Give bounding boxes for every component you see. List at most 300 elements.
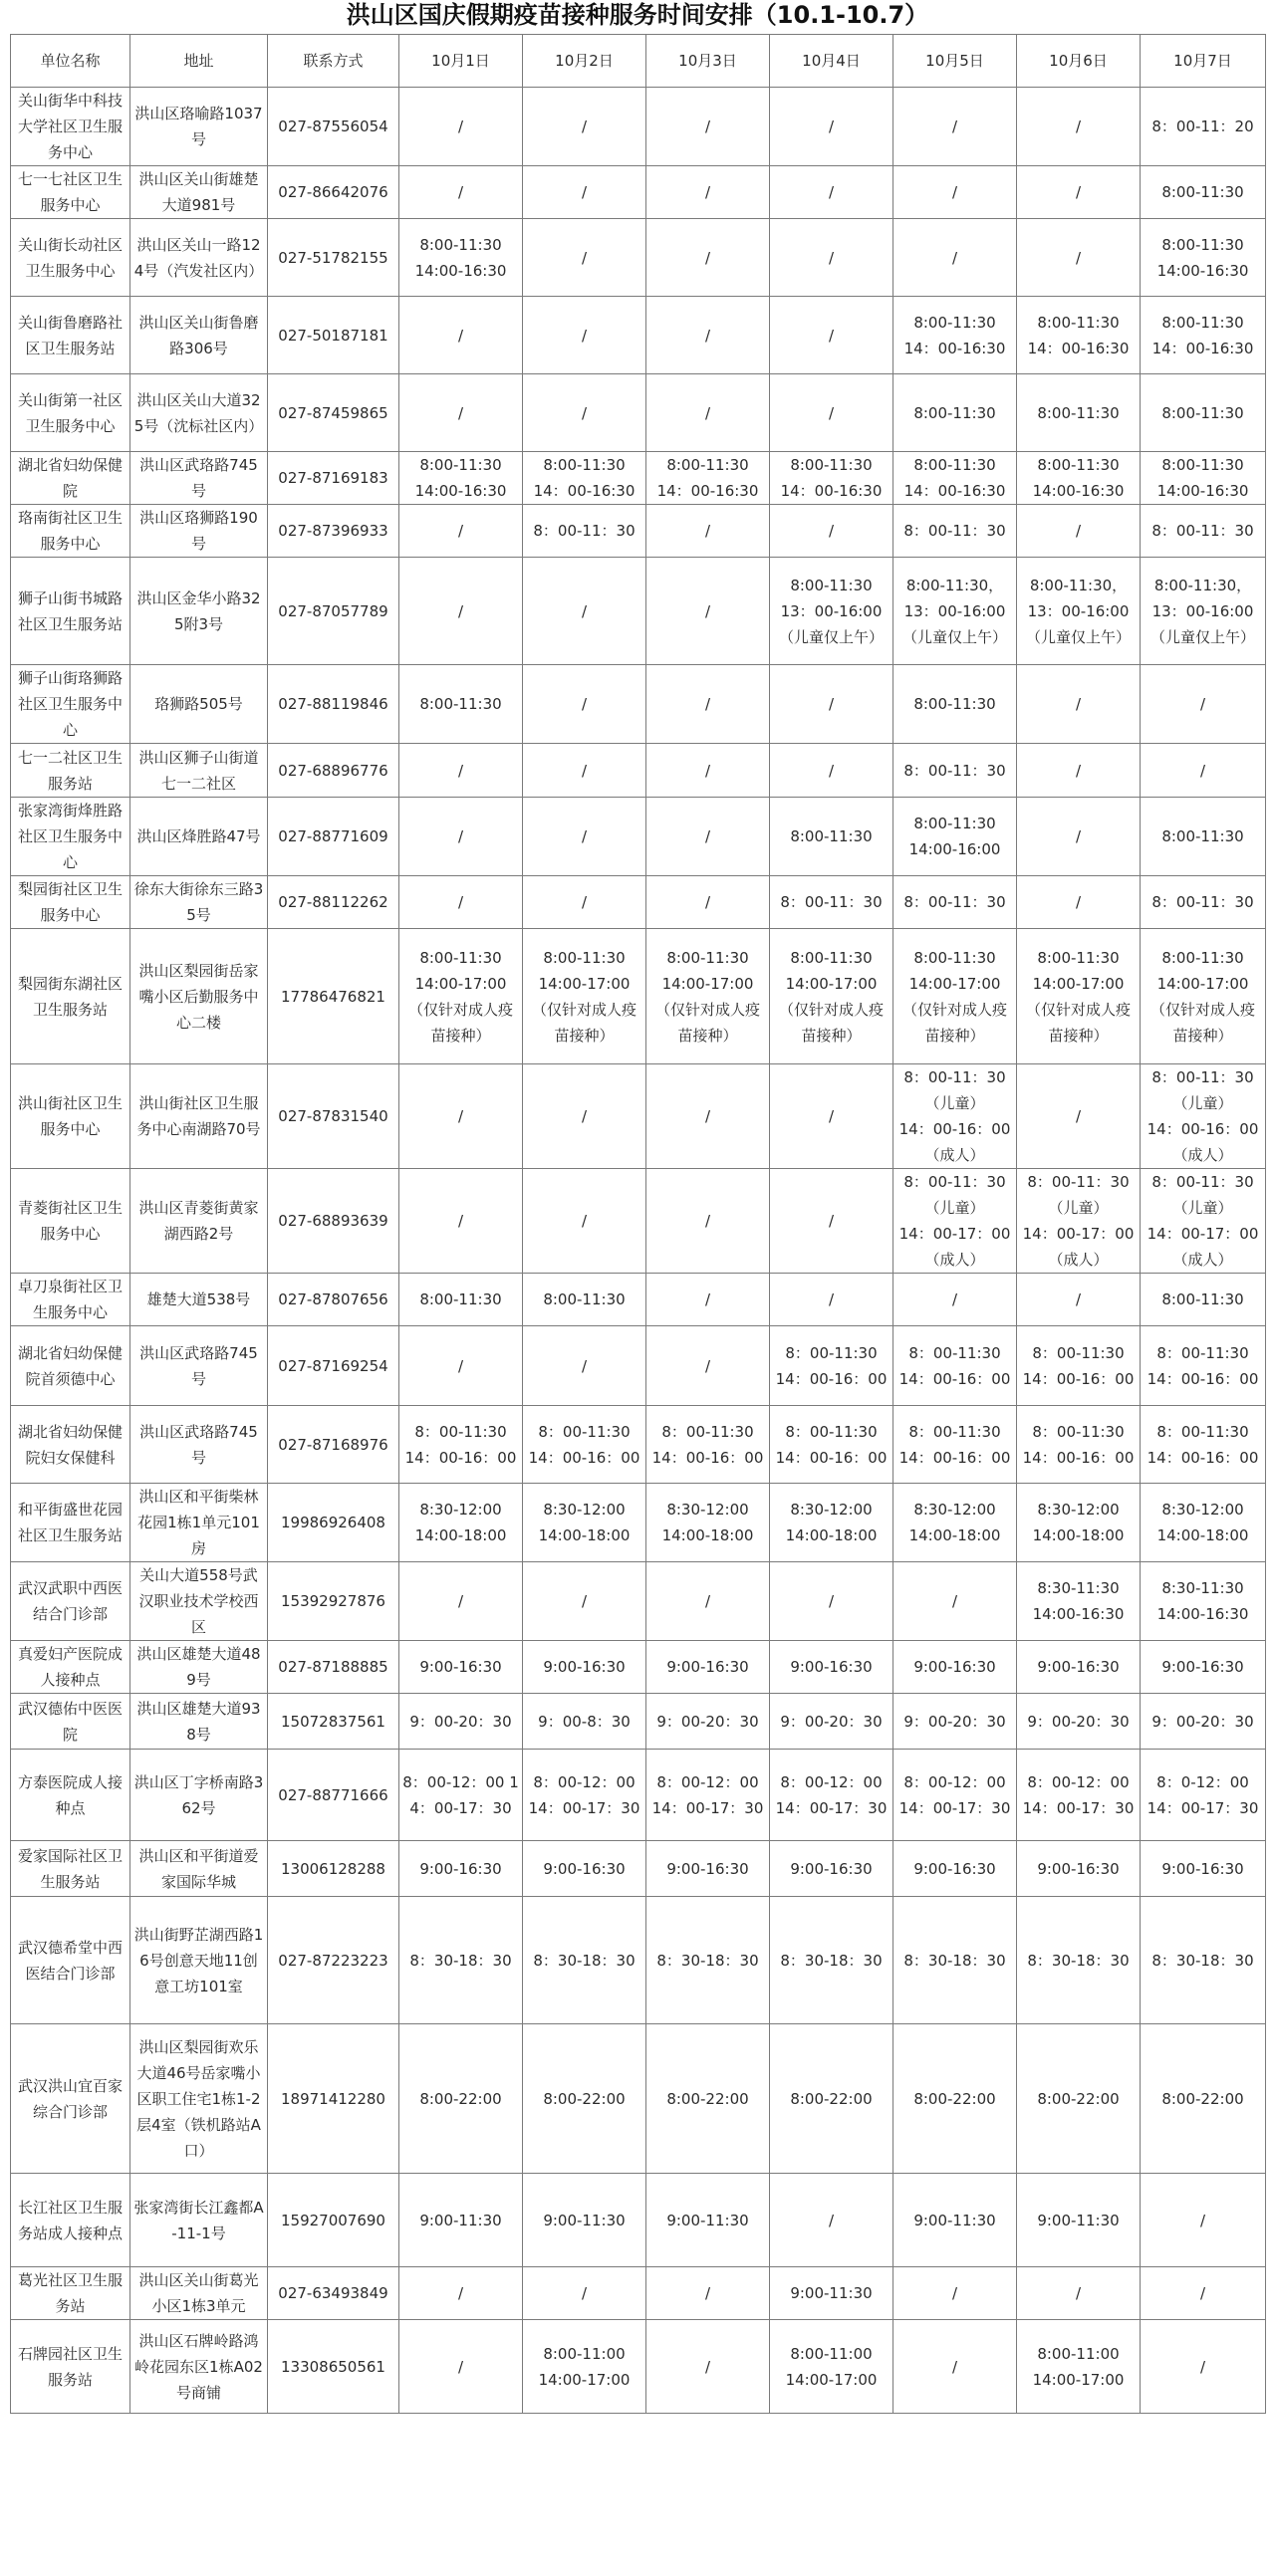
schedule-cell: 8：00-11：30	[770, 876, 893, 929]
phone-cell: 027-51782155	[268, 219, 399, 297]
address-cell: 洪山区金华小路325附3号	[130, 558, 268, 665]
schedule-cell: 8：00-12：00 14：00-17：30	[523, 1750, 646, 1841]
schedule-cell: 9:00-16:30	[893, 1841, 1017, 1897]
phone-cell: 15927007690	[268, 2174, 399, 2267]
schedule-cell: 8：00-11:30 14：00-16：00	[770, 1326, 893, 1406]
phone-cell: 027-87169183	[268, 452, 399, 505]
schedule-cell: 8：00-11:30 14：00-16：00	[1141, 1326, 1266, 1406]
schedule-cell: 8:00-22:00	[646, 2024, 770, 2174]
schedule-cell: /	[646, 1064, 770, 1169]
column-header: 地址	[130, 35, 268, 88]
address-cell: 徐东大街徐东三路35号	[130, 876, 268, 929]
address-cell: 洪山区关山街葛光小区1栋3单元	[130, 2267, 268, 2320]
schedule-cell: 8：00-11:30 14：00-16：00	[399, 1406, 523, 1484]
schedule-cell: 9:00-16:30	[1017, 1841, 1141, 1897]
phone-cell: 027-87057789	[268, 558, 399, 665]
table-row	[11, 798, 1266, 876]
unit-name-cell: 梨园街社区卫生服务中心	[11, 876, 130, 929]
schedule-cell: 9:00-16:30	[1017, 1641, 1141, 1694]
column-header: 10月5日	[893, 35, 1017, 88]
schedule-cell: /	[399, 798, 523, 876]
address-cell: 洪山区和平街道爱家国际华城	[130, 1841, 268, 1897]
schedule-cell: /	[1141, 2320, 1266, 2414]
schedule-cell: 8:00-11:30 14:00-16:30	[1141, 452, 1266, 505]
schedule-cell: 9:00-11:30	[646, 2174, 770, 2267]
schedule-cell: /	[1141, 744, 1266, 798]
schedule-cell: /	[646, 1274, 770, 1326]
schedule-cell: 8：00-11:30 14：00-16：00	[523, 1406, 646, 1484]
schedule-cell: /	[523, 744, 646, 798]
unit-name-cell: 湖北省妇幼保健院妇女保健科	[11, 1406, 130, 1484]
schedule-cell: 9：00-20：30	[770, 1694, 893, 1750]
schedule-cell: 9:00-16:30	[399, 1841, 523, 1897]
schedule-cell: /	[893, 166, 1017, 219]
schedule-cell: 8:00-11:30	[523, 1274, 646, 1326]
address-cell: 洪山区雄楚大道489号	[130, 1641, 268, 1694]
schedule-cell: 8：00-11：30 （儿童） 14：00-17：00（成人）	[1141, 1169, 1266, 1274]
phone-cell: 027-87831540	[268, 1064, 399, 1169]
schedule-cell: 9:00-16:30	[646, 1641, 770, 1694]
schedule-cell: 8:00-11:30 14：00-16:30	[893, 452, 1017, 505]
schedule-cell: 8:00-11:00 14:00-17:00	[523, 2320, 646, 2414]
address-cell: 洪山区狮子山街道七一二社区	[130, 744, 268, 798]
schedule-cell: /	[646, 1326, 770, 1406]
schedule-cell: /	[399, 2267, 523, 2320]
schedule-cell: 9:00-11:30	[770, 2267, 893, 2320]
column-header: 10月3日	[646, 35, 770, 88]
unit-name-cell: 武汉德佑中医医院	[11, 1694, 130, 1750]
schedule-cell: /	[523, 219, 646, 297]
address-cell: 洪山区梨园街岳家嘴小区后勤服务中心二楼	[130, 929, 268, 1064]
table-row	[11, 1406, 1266, 1484]
schedule-cell: /	[770, 374, 893, 452]
table-row	[11, 2267, 1266, 2320]
schedule-cell: 8:00-11:30， 13：00-16:00 （儿童仅上午）	[1017, 558, 1141, 665]
schedule-cell: /	[523, 1064, 646, 1169]
schedule-cell: 8：0-12：00 14：00-17：30	[1141, 1750, 1266, 1841]
schedule-cell: 8:00-22:00	[1141, 2024, 1266, 2174]
address-cell: 张家湾街长江鑫都A-11-1号	[130, 2174, 268, 2267]
schedule-cell: /	[1017, 2267, 1141, 2320]
schedule-cell: /	[1017, 166, 1141, 219]
schedule-cell: 9:00-16:30	[646, 1841, 770, 1897]
unit-name-cell: 长江社区卫生服务站成人接种点	[11, 2174, 130, 2267]
schedule-cell: /	[770, 2174, 893, 2267]
schedule-cell: 8:00-11:30 14:00-16:30	[1141, 219, 1266, 297]
address-cell: 雄楚大道538号	[130, 1274, 268, 1326]
schedule-cell: 9:00-11:30	[1017, 2174, 1141, 2267]
schedule-cell: /	[523, 2267, 646, 2320]
table-row	[11, 166, 1266, 219]
schedule-cell: /	[893, 2320, 1017, 2414]
unit-name-cell: 湖北省妇幼保健院	[11, 452, 130, 505]
schedule-cell: 9:00-11:30	[399, 2174, 523, 2267]
table-row	[11, 1326, 1266, 1406]
schedule-cell: /	[523, 665, 646, 744]
schedule-cell: /	[646, 297, 770, 374]
schedule-cell: 8:00-11:30 14:00-16:30	[399, 219, 523, 297]
schedule-cell: 8：00-11:30 14：00-16：00	[1017, 1406, 1141, 1484]
schedule-cell: /	[1141, 2267, 1266, 2320]
schedule-cell: /	[1141, 2174, 1266, 2267]
unit-name-cell: 关山街华中科技大学社区卫生服务中心	[11, 88, 130, 166]
table-body	[11, 88, 1266, 2414]
table-row	[11, 297, 1266, 374]
schedule-cell: 8：30-18：30	[893, 1897, 1017, 2024]
schedule-cell: 8:00-11:30， 13：00-16:00 （儿童仅上午）	[1141, 558, 1266, 665]
schedule-cell: 9：00-20：30	[1141, 1694, 1266, 1750]
unit-name-cell: 爱家国际社区卫生服务站	[11, 1841, 130, 1897]
schedule-cell: /	[770, 1169, 893, 1274]
schedule-cell: /	[893, 1562, 1017, 1641]
table-row	[11, 1274, 1266, 1326]
schedule-cell: 8：00-12：00 14：00-17：30	[1017, 1750, 1141, 1841]
schedule-cell: /	[893, 219, 1017, 297]
phone-cell: 027-68896776	[268, 744, 399, 798]
schedule-cell: /	[770, 219, 893, 297]
schedule-cell: /	[1017, 219, 1141, 297]
unit-name-cell: 武汉德希堂中西医结合门诊部	[11, 1897, 130, 2024]
schedule-cell: 8:00-11:30	[1141, 1274, 1266, 1326]
schedule-cell: /	[399, 744, 523, 798]
schedule-cell: 9:00-16:30	[1141, 1641, 1266, 1694]
phone-cell: 027-88771609	[268, 798, 399, 876]
schedule-cell: 8:00-11:30 14:00-17:00 （仅针对成人疫苗接种）	[523, 929, 646, 1064]
column-header: 10月7日	[1141, 35, 1266, 88]
schedule-cell: 9:00-11:30	[523, 2174, 646, 2267]
schedule-cell: /	[523, 374, 646, 452]
phone-cell: 027-68893639	[268, 1169, 399, 1274]
schedule-cell: /	[770, 88, 893, 166]
phone-cell: 027-88119846	[268, 665, 399, 744]
table-row	[11, 1484, 1266, 1562]
schedule-cell: 8:00-11:30	[893, 374, 1017, 452]
schedule-cell: /	[646, 2267, 770, 2320]
address-cell: 洪山区武珞路745号	[130, 1406, 268, 1484]
schedule-cell: 8：30-18：30	[399, 1897, 523, 2024]
schedule-cell: 8:00-11:30 14：00-16:30	[1141, 297, 1266, 374]
schedule-cell: 8:00-22:00	[1017, 2024, 1141, 2174]
schedule-cell: /	[523, 1562, 646, 1641]
schedule-cell: 8：00-11：30	[1141, 505, 1266, 558]
schedule-cell: 8:30-12:00 14:00-18:00	[523, 1484, 646, 1562]
schedule-cell: 8:00-22:00	[893, 2024, 1017, 2174]
phone-cell: 027-87807656	[268, 1274, 399, 1326]
table-row	[11, 219, 1266, 297]
schedule-cell: 8:00-11:30	[1017, 374, 1141, 452]
phone-cell: 13006128288	[268, 1841, 399, 1897]
schedule-cell: /	[523, 1326, 646, 1406]
schedule-cell: 9:00-16:30	[523, 1641, 646, 1694]
phone-cell: 027-87556054	[268, 88, 399, 166]
unit-name-cell: 关山街第一社区卫生服务中心	[11, 374, 130, 452]
schedule-cell: 8:00-11:30 14:00-17:00 （仅针对成人疫苗接种）	[770, 929, 893, 1064]
schedule-cell: 8:00-22:00	[770, 2024, 893, 2174]
schedule-cell: 8：00-12：00 14：00-17：30	[893, 1750, 1017, 1841]
phone-cell: 027-50187181	[268, 297, 399, 374]
table-row	[11, 2174, 1266, 2267]
table-row	[11, 558, 1266, 665]
unit-name-cell: 关山街鲁磨路社区卫生服务站	[11, 297, 130, 374]
schedule-cell: /	[646, 219, 770, 297]
schedule-cell: /	[770, 1274, 893, 1326]
unit-name-cell: 青菱街社区卫生服务中心	[11, 1169, 130, 1274]
address-cell: 洪山区梨园街欢乐大道46号岳家嘴小区职工住宅1栋1-2层4室（铁机路站A口）	[130, 2024, 268, 2174]
phone-cell: 027-87188885	[268, 1641, 399, 1694]
schedule-cell: 8：00-11:30 14：00-16：00	[893, 1326, 1017, 1406]
unit-name-cell: 狮子山街书城路社区卫生服务站	[11, 558, 130, 665]
address-cell: 洪山街社区卫生服务中心南湖路70号	[130, 1064, 268, 1169]
schedule-cell: 8:00-11:00 14:00-17:00	[770, 2320, 893, 2414]
schedule-cell: /	[770, 744, 893, 798]
phone-cell: 027-63493849	[268, 2267, 399, 2320]
schedule-cell: 8：00-11：30	[523, 505, 646, 558]
schedule-cell: 8：00-11：30	[893, 744, 1017, 798]
schedule-cell: /	[399, 1326, 523, 1406]
unit-name-cell: 葛光社区卫生服务站	[11, 2267, 130, 2320]
schedule-cell: /	[523, 558, 646, 665]
schedule-cell: 8:00-11:30 13：00-16:00 （儿童仅上午）	[770, 558, 893, 665]
table-row	[11, 452, 1266, 505]
address-cell: 洪山区珞喻路1037号	[130, 88, 268, 166]
schedule-cell: /	[399, 166, 523, 219]
table-row	[11, 1064, 1266, 1169]
schedule-cell: /	[646, 2320, 770, 2414]
address-cell: 洪山区和平街柴林花园1栋1单元101房	[130, 1484, 268, 1562]
address-cell: 关山大道558号武汉职业技术学校西区	[130, 1562, 268, 1641]
table-row	[11, 2320, 1266, 2414]
schedule-cell: /	[770, 665, 893, 744]
phone-cell: 19986926408	[268, 1484, 399, 1562]
table-row	[11, 2024, 1266, 2174]
schedule-cell: /	[1017, 505, 1141, 558]
schedule-cell: 9:00-16:30	[523, 1841, 646, 1897]
phone-cell: 027-87459865	[268, 374, 399, 452]
schedule-cell: 8:00-11:30	[1141, 798, 1266, 876]
phone-cell: 027-87169254	[268, 1326, 399, 1406]
schedule-cell: /	[399, 297, 523, 374]
address-cell: 洪山区关山一路124号（汽发社区内）	[130, 219, 268, 297]
schedule-cell: 8:00-22:00	[399, 2024, 523, 2174]
table-row	[11, 1169, 1266, 1274]
schedule-cell: 8：00-11：30	[1141, 876, 1266, 929]
schedule-cell: /	[646, 88, 770, 166]
phone-cell: 027-86642076	[268, 166, 399, 219]
table-row	[11, 1694, 1266, 1750]
column-header: 单位名称	[11, 35, 130, 88]
schedule-cell: 8:00-11:30 14:00-17:00 （仅针对成人疫苗接种）	[1017, 929, 1141, 1064]
schedule-cell: /	[893, 88, 1017, 166]
schedule-cell: 8:00-11:30	[893, 665, 1017, 744]
table-row	[11, 1562, 1266, 1641]
schedule-cell: /	[399, 2320, 523, 2414]
schedule-cell: 8:00-11:30 14：00-16:30	[646, 452, 770, 505]
schedule-cell: 8：30-18：30	[1141, 1897, 1266, 2024]
schedule-cell: 8：00-11：20	[1141, 88, 1266, 166]
schedule-cell: /	[646, 1169, 770, 1274]
phone-cell: 027-87168976	[268, 1406, 399, 1484]
schedule-cell: 8：00-11：30 （儿童） 14：00-17：00 （成人）	[893, 1169, 1017, 1274]
schedule-cell: 9:00-16:30	[893, 1641, 1017, 1694]
schedule-cell: 8：00-11：30	[893, 876, 1017, 929]
schedule-cell: /	[1017, 665, 1141, 744]
address-cell: 洪山区关山街雄楚大道981号	[130, 166, 268, 219]
schedule-cell: 8：00-12：00 14：00-17：30	[399, 1750, 523, 1841]
schedule-cell: 8:00-11:30 14:00-16:30	[1017, 452, 1141, 505]
table-row	[11, 665, 1266, 744]
unit-name-cell: 湖北省妇幼保健院首须德中心	[11, 1326, 130, 1406]
schedule-cell: 8：00-12：00 14：00-17：30	[646, 1750, 770, 1841]
table-row	[11, 929, 1266, 1064]
schedule-cell: 9：00-8：30	[523, 1694, 646, 1750]
schedule-cell: 8：00-11：30 （儿童） 14：00-16：00 （成人）	[893, 1064, 1017, 1169]
schedule-cell: /	[770, 297, 893, 374]
schedule-cell: /	[893, 2267, 1017, 2320]
schedule-cell: 8:00-11:30 14:00-17:00 （仅针对成人疫苗接种）	[646, 929, 770, 1064]
schedule-cell: 8:00-11:30 14：00-16:30	[1017, 297, 1141, 374]
table-header	[11, 35, 1266, 88]
unit-name-cell: 梨园街东湖社区卫生服务站	[11, 929, 130, 1064]
schedule-cell: /	[523, 876, 646, 929]
schedule-cell: /	[646, 876, 770, 929]
schedule-cell: 9：00-20：30	[399, 1694, 523, 1750]
schedule-cell: /	[646, 558, 770, 665]
schedule-cell: /	[1141, 665, 1266, 744]
schedule-cell: 8：00-11:30 14：00-16：00	[770, 1406, 893, 1484]
schedule-cell: /	[646, 166, 770, 219]
address-cell: 洪山区丁字桥南路362号	[130, 1750, 268, 1841]
schedule-cell: 9:00-16:30	[770, 1841, 893, 1897]
phone-cell: 027-88112262	[268, 876, 399, 929]
schedule-cell: 8:30-12:00 14:00-18:00	[1017, 1484, 1141, 1562]
schedule-cell: /	[646, 798, 770, 876]
schedule-cell: 8：30-18：30	[770, 1897, 893, 2024]
schedule-cell: 8：00-11：30	[893, 505, 1017, 558]
schedule-cell: /	[646, 1562, 770, 1641]
unit-name-cell: 珞南街社区卫生服务中心	[11, 505, 130, 558]
schedule-cell: 9:00-11:30	[893, 2174, 1017, 2267]
schedule-cell: 9：00-20：30	[646, 1694, 770, 1750]
schedule-cell: 8:00-22:00	[523, 2024, 646, 2174]
schedule-cell: 8:00-11:30	[1141, 374, 1266, 452]
schedule-cell: 8:00-11:00 14:00-17:00	[1017, 2320, 1141, 2414]
schedule-cell: 8:30-11:30 14:00-16:30	[1141, 1562, 1266, 1641]
address-cell: 洪山街野芷湖西路16号创意天地11创意工坊101室	[130, 1897, 268, 2024]
table-row	[11, 1897, 1266, 2024]
schedule-cell: /	[646, 744, 770, 798]
schedule-cell: /	[646, 665, 770, 744]
address-cell: 洪山区雄楚大道938号	[130, 1694, 268, 1750]
schedule-cell: /	[523, 297, 646, 374]
schedule-cell: 8:30-11:30 14:00-16:30	[1017, 1562, 1141, 1641]
unit-name-cell: 石牌园社区卫生服务站	[11, 2320, 130, 2414]
schedule-cell: 9：00-20：30	[893, 1694, 1017, 1750]
schedule-cell: /	[1017, 88, 1141, 166]
unit-name-cell: 武汉洪山宜百家综合门诊部	[11, 2024, 130, 2174]
schedule-cell: 8：00-11：30 （儿童） 14：00-16：00（成人）	[1141, 1064, 1266, 1169]
unit-name-cell: 狮子山街珞狮路社区卫生服务中心	[11, 665, 130, 744]
address-cell: 洪山区武珞路745号	[130, 452, 268, 505]
schedule-cell: 8：00-12：00 14：00-17：30	[770, 1750, 893, 1841]
schedule-cell: 9：00-20：30	[1017, 1694, 1141, 1750]
address-cell: 洪山区武珞路745号	[130, 1326, 268, 1406]
unit-name-cell: 关山街长动社区卫生服务中心	[11, 219, 130, 297]
table-row	[11, 744, 1266, 798]
schedule-cell: /	[1017, 876, 1141, 929]
schedule-cell: 8:00-11:30 14:00-16:00	[893, 798, 1017, 876]
schedule-cell: 8：00-11:30 14：00-16：00	[646, 1406, 770, 1484]
unit-name-cell: 方泰医院成人接种点	[11, 1750, 130, 1841]
table-row	[11, 88, 1266, 166]
address-cell: 洪山区关山大道325号（沈标社区内）	[130, 374, 268, 452]
schedule-cell: 8：30-18：30	[523, 1897, 646, 2024]
schedule-cell: 8:00-11:30 14:00-17:00 （仅针对成人疫苗接种）	[1141, 929, 1266, 1064]
table-row	[11, 1841, 1266, 1897]
phone-cell: 027-88771666	[268, 1750, 399, 1841]
table-row	[11, 505, 1266, 558]
unit-name-cell: 洪山街社区卫生服务中心	[11, 1064, 130, 1169]
address-cell: 洪山区珞狮路190号	[130, 505, 268, 558]
schedule-cell: /	[646, 505, 770, 558]
column-header: 10月2日	[523, 35, 646, 88]
schedule-cell: 8:00-11:30 14:00-17:00 （仅针对成人疫苗接种）	[399, 929, 523, 1064]
schedule-cell: /	[523, 88, 646, 166]
schedule-cell: 8：00-11:30 14：00-16：00	[1017, 1326, 1141, 1406]
phone-cell: 15392927876	[268, 1562, 399, 1641]
schedule-cell: /	[893, 1274, 1017, 1326]
schedule-cell: /	[523, 1169, 646, 1274]
column-header: 10月4日	[770, 35, 893, 88]
schedule-cell: 8:30-12:00 14:00-18:00	[399, 1484, 523, 1562]
address-cell: 洪山区关山街鲁磨路306号	[130, 297, 268, 374]
schedule-cell: /	[1017, 1274, 1141, 1326]
schedule-cell: /	[770, 1562, 893, 1641]
phone-cell: 18971412280	[268, 2024, 399, 2174]
unit-name-cell: 真爱妇产医院成人接种点	[11, 1641, 130, 1694]
schedule-cell: /	[770, 505, 893, 558]
page-title: 洪山区国庆假期疫苗接种服务时间安排（10.1-10.7）	[346, 1, 929, 29]
schedule-cell: /	[523, 166, 646, 219]
phone-cell: 15072837561	[268, 1694, 399, 1750]
table-row	[11, 1750, 1266, 1841]
unit-name-cell: 七一二社区卫生服务站	[11, 744, 130, 798]
schedule-cell: 8:00-11:30 14：00-16:30	[523, 452, 646, 505]
unit-name-cell: 武汉武职中西医结合门诊部	[11, 1562, 130, 1641]
schedule-cell: 8：00-11：30 （儿童） 14：00-17：00（成人）	[1017, 1169, 1141, 1274]
schedule-cell: 8：30-18：30	[646, 1897, 770, 2024]
schedule-cell: /	[770, 1064, 893, 1169]
phone-cell: 13308650561	[268, 2320, 399, 2414]
schedule-cell: /	[1017, 798, 1141, 876]
schedule-cell: 9:00-16:30	[770, 1641, 893, 1694]
schedule-cell: 8：30-18：30	[1017, 1897, 1141, 2024]
schedule-cell: 9:00-16:30	[399, 1641, 523, 1694]
schedule-cell: 8：00-11:30 14：00-16：00	[893, 1406, 1017, 1484]
schedule-cell: 9:00-16:30	[1141, 1841, 1266, 1897]
address-cell: 珞狮路505号	[130, 665, 268, 744]
phone-cell: 027-87223223	[268, 1897, 399, 2024]
schedule-cell: /	[399, 1562, 523, 1641]
schedule-cell: 8:00-11:30 14:00-16:30	[399, 452, 523, 505]
schedule-cell: /	[399, 374, 523, 452]
schedule-cell: 8:30-12:00 14:00-18:00	[646, 1484, 770, 1562]
column-header: 10月6日	[1017, 35, 1141, 88]
schedule-cell: 8:00-11:30 14:00-17:00 （仅针对成人疫苗接种）	[893, 929, 1017, 1064]
unit-name-cell: 七一七社区卫生服务中心	[11, 166, 130, 219]
schedule-cell: 8:00-11:30	[399, 1274, 523, 1326]
schedule-cell: /	[399, 1064, 523, 1169]
schedule-cell: 8:00-11:30， 13：00-16:00 （儿童仅上午）	[893, 558, 1017, 665]
